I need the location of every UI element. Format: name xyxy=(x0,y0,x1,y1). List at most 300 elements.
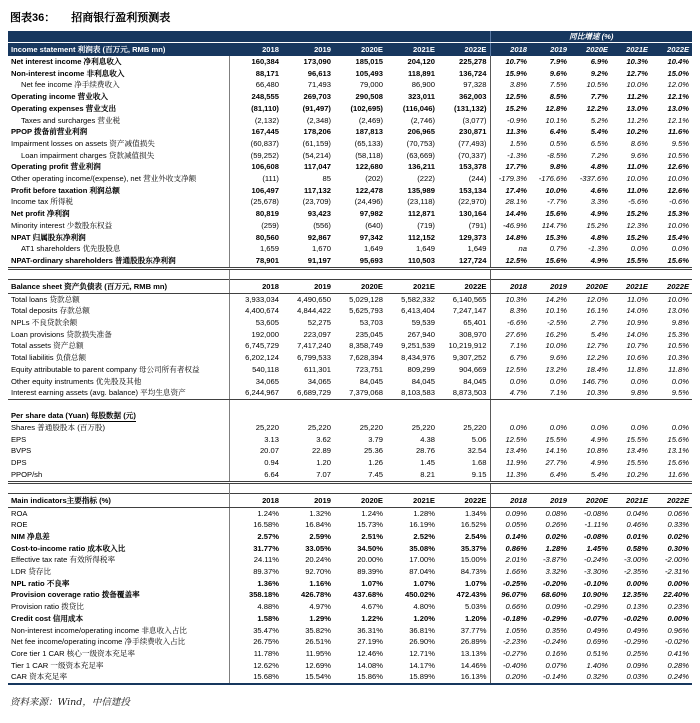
value-cell: (2,132) xyxy=(230,115,282,127)
value-cell: 4,844,422 xyxy=(297,306,331,316)
yoy-cell: 4.7% xyxy=(490,387,530,399)
row-label: PPOP 拨备前营业利润 xyxy=(10,127,88,137)
value-cell: 35.47% xyxy=(230,625,282,637)
value-cell: 4.38 xyxy=(420,434,435,444)
value-cell: 2.51% xyxy=(361,531,383,541)
yoy-cell: -0.29% xyxy=(623,637,648,647)
yoy-cell: -1.3% xyxy=(490,150,530,162)
value-cell: 248,555 xyxy=(230,91,282,103)
yoy-year-header: 2021E xyxy=(611,493,651,507)
yoy-cell: 15.6% xyxy=(530,255,570,268)
value-cell: 904,669 xyxy=(459,364,487,374)
table-row xyxy=(8,671,692,684)
value-cell: 34,065 xyxy=(230,376,282,388)
yoy-cell: 10.5% xyxy=(586,80,608,90)
yoy-cell: 15.2% xyxy=(626,209,648,219)
row-label: Operating profit 营业利润 xyxy=(10,162,101,172)
yoy-cell: 0.0% xyxy=(630,244,648,254)
table-row xyxy=(8,220,692,232)
table-row xyxy=(8,91,692,103)
value-cell: 1.07% xyxy=(464,578,487,588)
value-cell: 36.81% xyxy=(409,625,435,635)
value-cell: 1.32% xyxy=(309,508,331,518)
yoy-cell: 0.16% xyxy=(545,648,567,658)
yoy-cell: -0.40% xyxy=(490,660,530,672)
value-cell: 192,000 xyxy=(230,329,282,341)
yoy-cell: 11.8% xyxy=(627,364,648,374)
yoy-cell: -0.18% xyxy=(490,613,530,625)
value-cell: 1.07% xyxy=(413,578,435,588)
yoy-cell: 12.0% xyxy=(586,294,608,304)
value-cell: 135,989 xyxy=(407,185,435,195)
yoy-cell: 0.25% xyxy=(626,648,648,658)
yoy-year-header: 2018 xyxy=(490,493,530,507)
figure-number: 图表36： xyxy=(10,12,56,24)
value-cell: 1.24% xyxy=(230,507,282,519)
yoy-cell: 7.2% xyxy=(590,150,608,160)
yoy-banner-row xyxy=(8,31,692,43)
table-row xyxy=(8,305,692,317)
value-cell: (63,669) xyxy=(406,150,435,160)
yoy-cell: 12.0% xyxy=(667,80,690,90)
yoy-cell: 9.6% xyxy=(549,68,567,78)
value-cell: 28.76 xyxy=(415,446,435,456)
year-header: 2018 xyxy=(230,493,282,507)
value-cell: 1.58% xyxy=(230,613,282,625)
table-row xyxy=(8,648,692,660)
year-header: 2018 xyxy=(230,279,282,293)
row-label: NPLs 不良贷款余额 xyxy=(10,318,78,328)
yoy-cell: 0.86% xyxy=(490,543,530,555)
yoy-cell: -337.6% xyxy=(579,174,608,184)
value-cell: 34,065 xyxy=(307,376,331,386)
value-cell: 269,703 xyxy=(303,92,331,102)
yoy-cell: -6.6% xyxy=(490,317,530,329)
value-cell: 26.75% xyxy=(230,636,282,648)
table-row xyxy=(8,578,692,590)
yoy-cell: -1.11% xyxy=(584,520,608,530)
table-row xyxy=(8,554,692,566)
table-row xyxy=(8,422,692,434)
yoy-cell: 0.09% xyxy=(490,507,530,519)
yoy-cell: -3.30% xyxy=(583,567,608,577)
value-cell: 8.21 xyxy=(386,469,438,482)
source-text: 资料来源：Wind，中信建投 xyxy=(10,697,130,709)
yoy-cell: -0.25% xyxy=(490,578,530,590)
value-cell: 36.31% xyxy=(357,625,383,635)
value-cell: 472.43% xyxy=(456,590,487,600)
value-cell: 95,693 xyxy=(334,255,386,268)
value-cell: 1.20 xyxy=(316,458,331,468)
value-cell: (60,837) xyxy=(230,138,282,150)
yoy-cell: 0.69% xyxy=(586,637,608,647)
value-cell: (58,118) xyxy=(355,150,383,160)
value-cell: (2,348) xyxy=(306,115,331,125)
value-cell: 53,605 xyxy=(230,317,282,329)
yoy-cell: 10.5% xyxy=(667,341,690,351)
table-row xyxy=(8,115,692,127)
value-cell: 1.16% xyxy=(309,578,331,588)
yoy-cell: 11.0% xyxy=(627,294,648,304)
year-header: 2020E xyxy=(334,493,386,507)
value-cell: 80,819 xyxy=(230,208,282,220)
yoy-cell: 1.05% xyxy=(490,625,530,637)
yoy-cell: 0.20% xyxy=(490,671,530,684)
yoy-cell: 17.7% xyxy=(490,161,530,173)
yoy-cell: 1.5% xyxy=(490,138,530,150)
yoy-cell: -0.14% xyxy=(530,671,570,684)
value-cell: 358.18% xyxy=(230,589,282,601)
yoy-cell: 10.0% xyxy=(545,185,567,195)
yoy-cell: 0.07% xyxy=(545,660,567,670)
yoy-cell: 68.60% xyxy=(541,590,567,600)
yoy-cell: 0.66% xyxy=(490,601,530,613)
table-row xyxy=(8,68,692,80)
yoy-cell: 27.6% xyxy=(490,329,530,341)
value-cell: 12.69% xyxy=(305,660,331,670)
table-row xyxy=(8,185,692,197)
yoy-cell: -0.08% xyxy=(583,531,608,541)
value-cell: 9,307,252 xyxy=(452,353,487,363)
figure-title xyxy=(0,0,700,31)
yoy-cell: 5.2% xyxy=(590,115,608,125)
yoy-banner: 同比增速 (%) xyxy=(490,31,692,43)
value-cell: (24,496) xyxy=(354,197,383,207)
table-row xyxy=(8,636,692,648)
yoy-cell: 28.1% xyxy=(490,196,530,208)
yoy-cell: -0.02% xyxy=(664,637,690,647)
row-label: Credit cost 信用成本 xyxy=(10,613,84,623)
value-cell: 15.54% xyxy=(282,671,334,684)
year-header: 2018 xyxy=(230,43,282,57)
value-cell: 1.20% xyxy=(413,613,435,623)
value-cell: 15.73% xyxy=(357,520,383,530)
row-label: Total assets 资产总额 xyxy=(10,341,84,351)
value-cell: 52,275 xyxy=(307,318,331,328)
yoy-cell: 10.9% xyxy=(626,318,648,328)
yoy-cell: 14.4% xyxy=(490,208,530,220)
yoy-cell: 13.4% xyxy=(490,445,530,457)
row-label: Provision coverage ratio 拨备覆盖率 xyxy=(10,590,140,600)
yoy-cell: -2.00% xyxy=(664,555,690,565)
yoy-cell: 11.8% xyxy=(668,364,690,374)
value-cell: 1.29% xyxy=(309,613,331,623)
value-cell: 15.00% xyxy=(460,555,487,565)
yoy-cell: 0.0% xyxy=(590,422,608,432)
yoy-cell: 1.28% xyxy=(545,543,567,553)
per-share-data-section-label xyxy=(8,409,230,422)
table-row xyxy=(8,293,692,305)
yoy-year-header: 2018 xyxy=(490,43,530,57)
value-cell: (25,678) xyxy=(230,196,282,208)
yoy-cell: 0.41% xyxy=(667,648,690,658)
yoy-cell: 0.49% xyxy=(586,625,608,635)
yoy-cell: 15.5% xyxy=(626,458,648,468)
yoy-cell: 12.2% xyxy=(586,103,608,113)
value-cell: 117,132 xyxy=(303,185,331,195)
value-cell: 1.28% xyxy=(413,508,435,518)
yoy-cell: 10.2% xyxy=(611,469,651,482)
row-label: Loan impairment charges 贷款减值损失 xyxy=(20,150,155,160)
header-spacer xyxy=(8,31,490,43)
value-cell: 112,871 xyxy=(407,209,435,219)
value-cell: (556) xyxy=(313,220,331,230)
yoy-cell: 0.03% xyxy=(611,671,651,684)
yoy-cell: 11.6% xyxy=(651,469,692,482)
value-cell: 185,015 xyxy=(355,57,383,66)
value-cell: 11.95% xyxy=(305,648,331,658)
table-row xyxy=(8,660,692,672)
value-cell: 723,751 xyxy=(355,364,383,374)
yoy-cell: 15.6% xyxy=(545,209,567,219)
row-label: NPL ratio 不良率 xyxy=(10,578,70,588)
source-note xyxy=(10,694,700,708)
yoy-cell: -0.20% xyxy=(542,578,567,588)
value-cell: 8,358,749 xyxy=(349,341,383,351)
yoy-cell: 15.3% xyxy=(545,232,567,242)
value-cell: 6.64 xyxy=(230,469,282,482)
value-cell: (59,252) xyxy=(230,150,282,162)
yoy-cell: 12.8% xyxy=(545,103,567,113)
yoy-cell: 12.5% xyxy=(490,255,530,268)
value-cell: 26.89% xyxy=(460,637,487,647)
value-cell: 7,379,068 xyxy=(334,387,386,399)
value-cell: 167,445 xyxy=(230,126,282,138)
value-cell: 117,047 xyxy=(303,162,331,172)
value-cell: 8,873,503 xyxy=(438,387,490,399)
yoy-cell: 0.32% xyxy=(570,671,611,684)
table-row xyxy=(8,208,692,220)
yoy-cell: 0.5% xyxy=(549,138,567,148)
yoy-cell: 0.00% xyxy=(626,578,648,588)
value-cell: (259) xyxy=(230,220,282,232)
row-label: Impairment losses on assets 资产减值损失 xyxy=(10,138,155,148)
value-cell: 35.08% xyxy=(409,543,435,553)
gap-cell xyxy=(230,482,490,493)
value-cell: 0.94 xyxy=(230,457,282,469)
yoy-cell: 9.2% xyxy=(590,68,608,78)
yoy-cell: 7.7% xyxy=(590,92,608,102)
yoy-cell: 10.0% xyxy=(667,174,690,184)
value-cell: 1.36% xyxy=(230,578,282,590)
gap-cell xyxy=(230,268,490,279)
yoy-cell: 18.4% xyxy=(586,364,608,374)
row-label: PPOP/sh xyxy=(8,469,230,482)
value-cell: (244) xyxy=(468,174,487,184)
table-row xyxy=(8,457,692,469)
row-label: Operating expenses 营业支出 xyxy=(10,103,117,113)
yoy-cell: 4.9% xyxy=(590,209,608,219)
yoy-cell: -0.24% xyxy=(542,637,567,647)
yoy-cell: -0.07% xyxy=(583,613,608,623)
value-cell: 173,090 xyxy=(303,57,331,66)
value-cell: 1.26 xyxy=(368,458,383,468)
yoy-cell: 9.5% xyxy=(671,138,690,148)
yoy-cell: 0.0% xyxy=(630,376,648,386)
yoy-cell: 9.8% xyxy=(671,318,690,328)
value-cell: 106,608 xyxy=(230,161,282,173)
table-row xyxy=(8,387,692,399)
table-row xyxy=(8,613,692,625)
value-cell: 809,299 xyxy=(407,364,435,374)
forecast-table xyxy=(8,31,692,685)
yoy-year-header: 2022E xyxy=(651,493,692,507)
value-cell: 37.77% xyxy=(460,625,487,635)
row-label: NPAT 归属股东净利润 xyxy=(10,232,86,242)
value-cell: 35.37% xyxy=(460,543,487,553)
value-cell: (2,746) xyxy=(410,115,435,125)
value-cell: 2.52% xyxy=(413,531,435,541)
yoy-cell: 11.0% xyxy=(627,185,648,195)
value-cell: (61,159) xyxy=(302,138,331,148)
value-cell: 27.19% xyxy=(357,637,383,647)
row-label: Other equity instruments 优先股及其他 xyxy=(10,376,142,386)
value-cell: 79,000 xyxy=(359,80,383,90)
yoy-cell: -0.6% xyxy=(669,197,690,207)
yoy-cell: -2.23% xyxy=(490,636,530,648)
value-cell: 86,900 xyxy=(411,80,435,90)
value-cell: 437.68% xyxy=(352,590,383,600)
value-cell: 8,103,583 xyxy=(386,387,438,399)
value-cell: 32.54 xyxy=(467,446,487,456)
header-spacer xyxy=(230,409,490,422)
yoy-cell: 4.9% xyxy=(570,255,611,268)
yoy-cell: 2.7% xyxy=(590,318,608,328)
table-row xyxy=(8,519,692,531)
yoy-cell: 9.8% xyxy=(549,162,567,172)
yoy-cell: 0.0% xyxy=(671,244,690,254)
yoy-cell: 0.0% xyxy=(671,376,690,386)
yoy-cell: na xyxy=(490,243,530,255)
yoy-cell: 4.6% xyxy=(590,185,608,195)
yoy-cell: 96.07% xyxy=(490,589,530,601)
yoy-cell: 10.0% xyxy=(545,341,567,351)
value-cell: 5.06 xyxy=(471,434,487,444)
year-header: 2021E xyxy=(386,43,438,57)
table-row xyxy=(8,507,692,519)
yoy-cell: 16.1% xyxy=(586,306,608,316)
value-cell: 230,871 xyxy=(459,127,487,137)
value-cell: 323,011 xyxy=(407,92,435,102)
yoy-cell: 11.9% xyxy=(490,457,530,469)
gap-cell xyxy=(8,268,230,279)
table-row xyxy=(8,103,692,115)
row-label: Minority interest 少数股东权益 xyxy=(10,220,113,230)
value-cell: 89.37% xyxy=(230,566,282,578)
yoy-cell: 0.0% xyxy=(671,422,690,432)
yoy-cell: 15.9% xyxy=(490,68,530,80)
value-cell: 16.19% xyxy=(409,520,435,530)
yoy-cell: 15.5% xyxy=(545,434,567,444)
value-cell: 3.62 xyxy=(316,434,331,444)
figure-name: 招商银行盈利预测表 xyxy=(71,12,171,24)
yoy-cell: 8.3% xyxy=(490,305,530,317)
row-label: ROA xyxy=(10,508,28,518)
value-cell: 611,301 xyxy=(304,364,331,374)
value-cell: 15.86% xyxy=(334,671,386,684)
value-cell: 1.34% xyxy=(464,508,487,518)
value-cell: 7,247,147 xyxy=(452,306,487,316)
yoy-cell: 114.7% xyxy=(541,220,567,230)
year-header: 2021E xyxy=(386,493,438,507)
yoy-cell: 12.6% xyxy=(667,185,690,195)
value-cell: 71,493 xyxy=(307,80,331,90)
value-cell: 12.62% xyxy=(230,660,282,672)
value-cell: 88,171 xyxy=(230,68,282,80)
table-row xyxy=(8,255,692,268)
value-cell: 3,933,034 xyxy=(230,293,282,305)
table-row xyxy=(8,469,692,482)
yoy-cell: 7.1% xyxy=(530,387,570,399)
yoy-cell: 0.14% xyxy=(490,531,530,543)
table-row xyxy=(8,126,692,138)
yoy-cell: 12.3% xyxy=(626,220,648,230)
yoy-cell: 27.7% xyxy=(545,458,567,468)
value-cell: 1.45 xyxy=(420,458,435,468)
yoy-cell: 11.2% xyxy=(627,92,648,102)
yoy-year-header: 2018 xyxy=(490,279,530,293)
yoy-cell: 10.0% xyxy=(667,294,690,304)
value-cell: 9,251,539 xyxy=(401,341,435,351)
value-cell: 22.89 xyxy=(311,446,331,456)
yoy-cell: 10.6% xyxy=(626,353,648,363)
value-cell: 6,244,967 xyxy=(230,387,282,399)
gap-cell xyxy=(490,399,692,409)
yoy-cell: 146.7% xyxy=(582,376,608,386)
yoy-cell: -179.3% xyxy=(490,173,530,185)
gap-cell xyxy=(490,268,692,279)
value-cell: 16.13% xyxy=(438,671,490,684)
yoy-cell: 3.32% xyxy=(545,567,567,577)
yoy-cell: 1.45% xyxy=(586,543,608,553)
yoy-cell: 5.4% xyxy=(590,127,608,137)
yoy-year-header: 2020E xyxy=(570,279,611,293)
yoy-cell: 0.28% xyxy=(667,660,690,670)
yoy-cell: 6.9% xyxy=(590,57,608,66)
year-header: 2020E xyxy=(334,279,386,293)
yoy-cell: -3.87% xyxy=(542,555,567,565)
yoy-cell: 11.3% xyxy=(490,469,530,482)
value-cell: 35.82% xyxy=(305,625,331,635)
value-cell: (70,337) xyxy=(458,150,487,160)
value-cell: 16.84% xyxy=(305,520,331,530)
row-label: Total deposits 存款总额 xyxy=(10,306,90,316)
yoy-cell: 3.3% xyxy=(590,197,608,207)
yoy-cell: 22.40% xyxy=(663,590,690,600)
yoy-cell: 1.40% xyxy=(586,660,608,670)
value-cell: 223,097 xyxy=(303,329,331,339)
value-cell: 15.68% xyxy=(230,671,282,684)
yoy-cell: 0.05% xyxy=(490,519,530,531)
value-cell: 4.67% xyxy=(361,602,383,612)
yoy-cell: 10.7% xyxy=(490,56,530,68)
yoy-cell: 10.7% xyxy=(626,341,648,351)
value-cell: (77,493) xyxy=(458,138,487,148)
value-cell: 14.08% xyxy=(357,660,383,670)
value-cell: 105,493 xyxy=(355,68,383,78)
value-cell: 16.52% xyxy=(460,520,487,530)
yoy-cell: 0.0% xyxy=(630,422,648,432)
yoy-year-header: 2020E xyxy=(570,43,611,57)
row-label: Net fee income 净手续费收入 xyxy=(20,80,120,90)
yoy-cell: 15.5% xyxy=(626,434,648,444)
value-cell: 110,503 xyxy=(386,255,438,268)
row-label: Other operating income/(expense), net 营业外收支净额 xyxy=(10,174,197,184)
value-cell: (102,695) xyxy=(350,103,383,113)
value-cell: 4,400,674 xyxy=(230,305,282,317)
balance-sheet-section-label: Balance sheet 资产负债表 (百万元, RMB mn) xyxy=(8,279,230,293)
value-cell: (116,046) xyxy=(402,103,435,113)
